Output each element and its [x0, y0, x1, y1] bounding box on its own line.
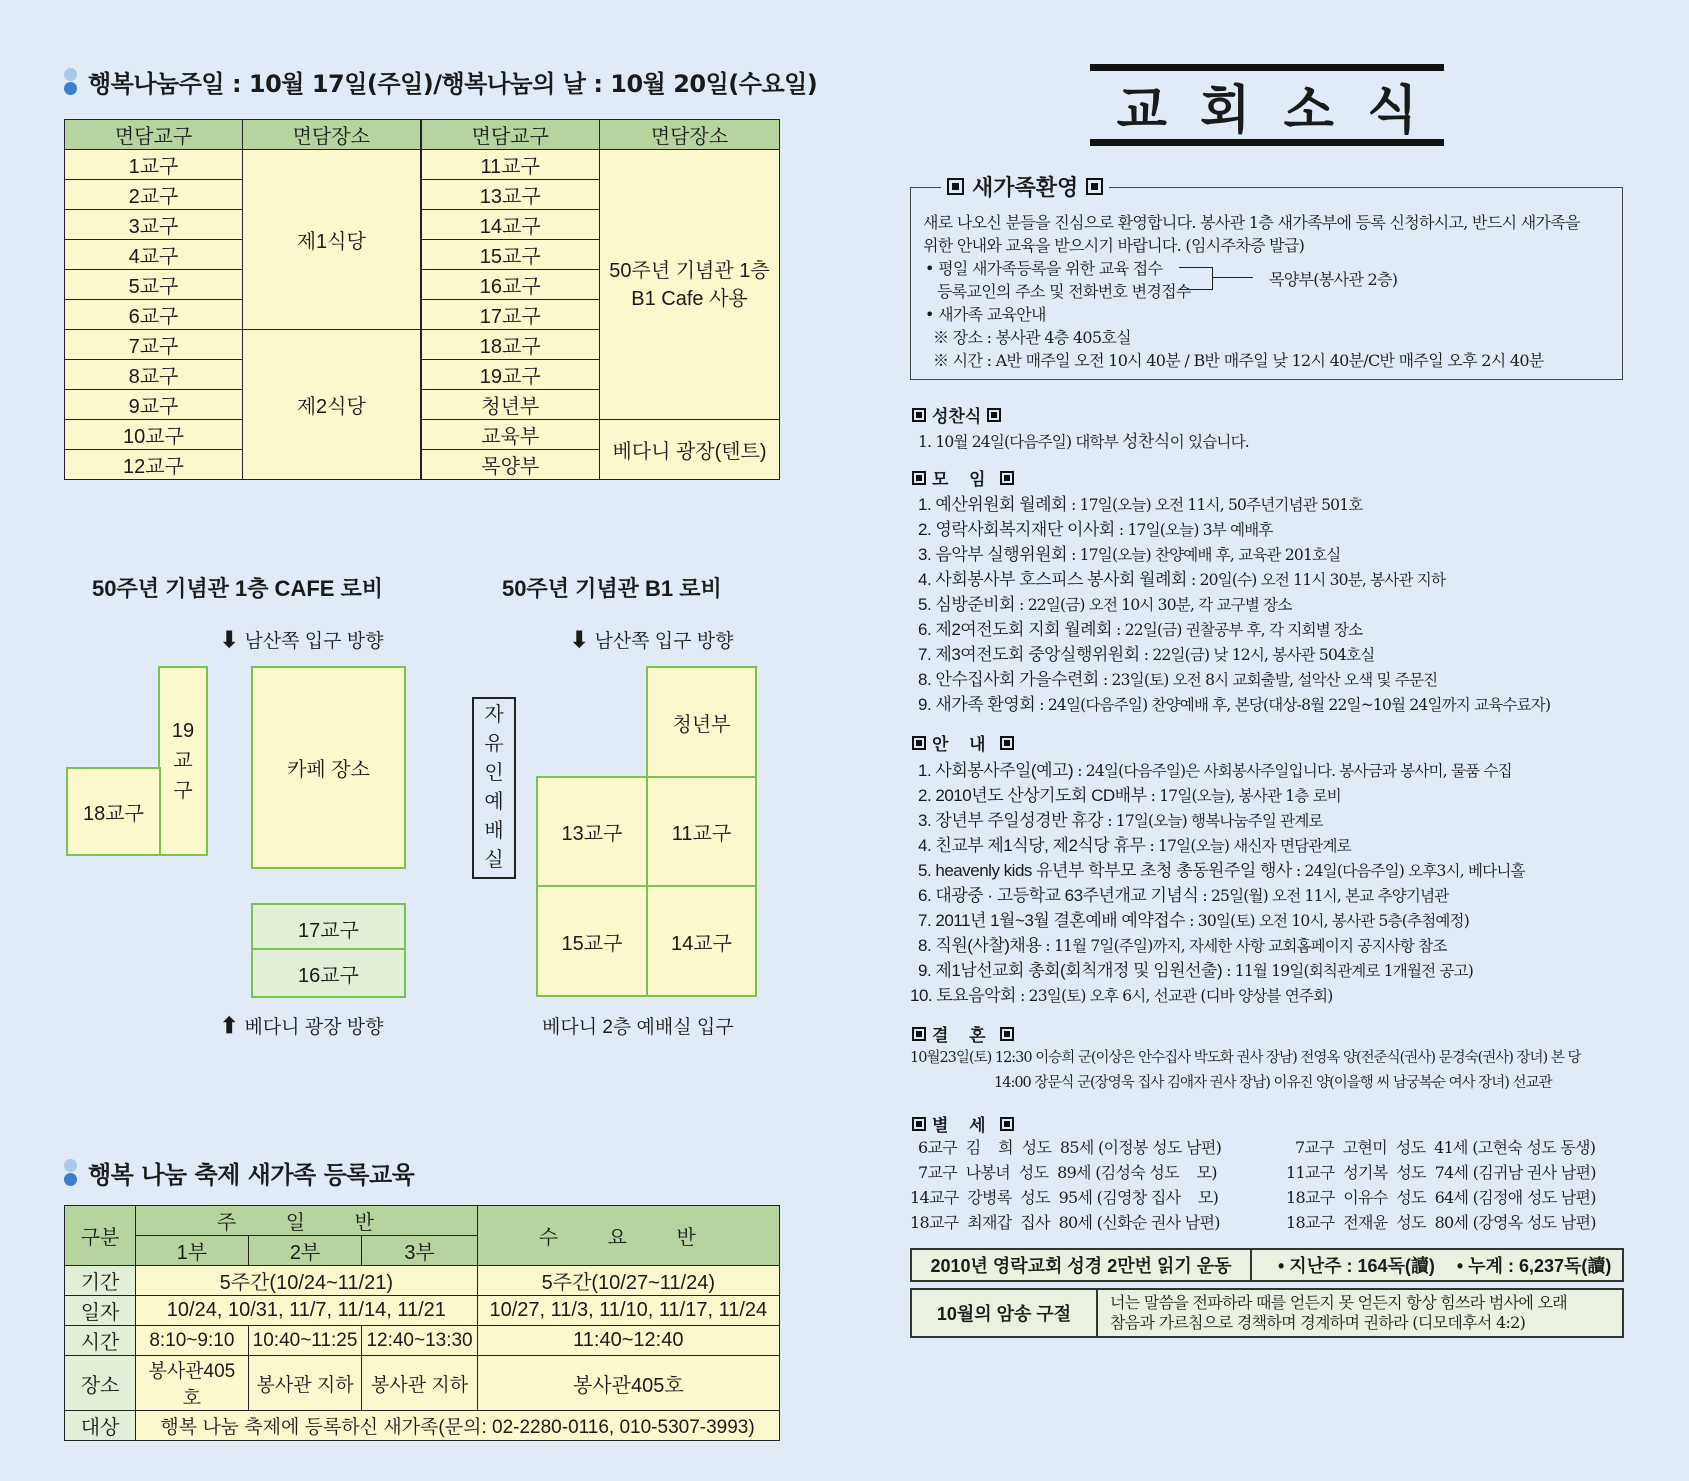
direction-text: 남산쪽 입구 방향 [594, 631, 734, 652]
title-char: 회 [1200, 80, 1251, 141]
meeting-item [918, 590, 1292, 615]
square-bullet-icon [1000, 1117, 1014, 1131]
char: 유 [484, 733, 504, 755]
row-label: 기간 [65, 1266, 136, 1296]
row-label: 일자 [65, 1296, 136, 1326]
item-head: 4. 친교부 제1식당, 제2식당 휴무 [918, 836, 1146, 855]
notice-item [918, 931, 1447, 956]
char: 인 [484, 762, 504, 784]
district-cell: 7교구 [65, 330, 243, 360]
square-bullet-icon [912, 1027, 926, 1041]
item-head: 10. 토요음악회 [910, 986, 1016, 1005]
death-entry: 6교구 김 희 성도 85세 (이정봉 성도 남편) [918, 1138, 1222, 1157]
item-tail: : 20일(수) 오전 11시 30분, 봉사관 지하 [1186, 571, 1446, 589]
welcome-legend [941, 171, 1109, 202]
box-label: 15교구 [561, 932, 623, 955]
item-tail: : 17일(오늘), 봉사관 1층 로비 [1146, 787, 1341, 805]
notice-item [918, 906, 1469, 931]
item-tail: : 24일(다음주일) 오후3시, 베다니홀 [1291, 862, 1525, 880]
item-head: 3. 음악부 실행위원회 [918, 545, 1067, 564]
notice-item [918, 856, 1525, 881]
bible-reading-label: 2010년 영락교회 성경 2만번 읽기 운동 [912, 1250, 1252, 1280]
item-tail: : 22일(금) 낮 12시, 봉사관 504호실 [1139, 646, 1375, 664]
item-head: 1. 예산위원회 월례회 [918, 495, 1067, 514]
item-head: 1. 10월 24일(다음주일) 대학부 [918, 433, 1122, 451]
memory-verse-text [1098, 1293, 1567, 1333]
item-head: 5. heavenly kids 유년부 학부모 초청 총동원주일 행사 [918, 861, 1292, 880]
item-tail: : 11월 7일(주일)까지, 자세한 사항 교회홈페이지 공지사항 참조 [1041, 937, 1447, 955]
item-tail: : 23일(토) 오전 8시 교회출발, 설악산 오색 및 주문진 [1098, 671, 1438, 689]
char: 교 [173, 750, 193, 772]
item-tail: : 24일(다음주일) 찬양예배 후, 본당(대상-8월 22일~10월 24일까지 교육수료자) [1035, 696, 1551, 714]
district-16-box [251, 948, 406, 998]
district-11-box [646, 776, 757, 887]
item-tail: : 24일(다음주일)은 사회봉사주일입니다. 봉사금과 봉사미, 물품 수집 [1073, 762, 1512, 780]
header-part-2: 2부 [248, 1236, 362, 1266]
meeting-item [918, 515, 1273, 540]
notice-item [918, 756, 1512, 781]
square-bullet-icon [912, 408, 926, 422]
char: 예 [484, 791, 504, 813]
time-wednesday: 11:40~12:40 [477, 1326, 779, 1356]
period-wednesday: 5주간(10/27~11/24) [477, 1266, 779, 1296]
direction-text: 베다니 광장 방향 [244, 1017, 384, 1038]
deaths-heading [912, 1111, 1014, 1136]
communion-item [918, 427, 1249, 452]
box-label: 11교구 [671, 823, 732, 845]
cafe-area-box [251, 666, 406, 869]
item-head: 4. 사회봉사부 호스피스 봉사회 월례회 [918, 570, 1187, 589]
interview-schedule-table [64, 119, 780, 480]
notice-item [918, 881, 1448, 906]
title-char: 교 [1116, 80, 1167, 141]
place-cell: 제1식당 [243, 150, 421, 330]
wedding-line: 10월23일(토) 12:30 이승희 군(이상은 안수집사 박도화 권사 장남) 전영옥 양(전준식(권사) 문경숙(권사) 장녀) 본 당 [910, 1050, 1581, 1066]
item-tail: : 17일(오늘) 오전 11시, 50주년기념관 501호 [1067, 496, 1363, 514]
verse-line: 참음과 가르침으로 경책하며 경계하며 권하라 (디모데후서 4:2) [1110, 1313, 1526, 1332]
district-cell: 11교구 [421, 150, 600, 180]
welcome-bullet: • 새가족 교육안내 [925, 305, 1046, 324]
header-place: 면담장소 [600, 120, 780, 150]
item-tail: : 25일(월) 오전 11시, 본교 추양기념관 [1198, 887, 1449, 905]
district-cell: 13교구 [421, 180, 600, 210]
char: 구 [173, 780, 193, 802]
item-tail: : 22일(금) 권찰공부 후, 각 지회별 장소 [1112, 621, 1363, 639]
death-entry: 7교구 고현미 성도 41세 (고현숙 성도 동생) [1295, 1138, 1596, 1157]
square-bullet-icon [1000, 1027, 1014, 1041]
header-district: 면담교구 [65, 120, 243, 150]
meeting-item [918, 490, 1362, 515]
death-entry: 14교구 강병록 성도 95세 (김영창 집사 모) [910, 1188, 1219, 1207]
meeting-item [918, 640, 1374, 665]
section-title: 행복나눔주일 : 10월 17일(주일)/행복나눔의 날 : 10월 20일(수요일) [88, 70, 818, 98]
time-part-1: 8:10~9:10 [136, 1326, 249, 1356]
item-bold: 성찬식 [1122, 432, 1170, 451]
district-cell: 14교구 [421, 210, 600, 240]
box-label: 14교구 [671, 932, 732, 955]
time-part-3: 12:40~13:30 [362, 1326, 477, 1356]
church-news-title [1090, 64, 1444, 146]
header-district: 면담교구 [421, 120, 600, 150]
memory-verse-label: 10월의 암송 구절 [912, 1290, 1098, 1336]
box-label: 16교구 [298, 964, 359, 987]
item-head: 9. 제1남선교회 총회(회칙개정 및 임원선출) [918, 961, 1223, 980]
bible-reading-box [910, 1248, 1624, 1282]
welcome-place: ※ 장소 : 봉사관 4층 405호실 [933, 328, 1131, 347]
meeting-item [918, 665, 1437, 690]
square-bullet-icon [947, 178, 964, 195]
district-cell: 청년부 [421, 390, 600, 420]
item-tail: : 22일(금) 오전 10시 30분, 각 교구별 장소 [1015, 596, 1292, 614]
heading-text: 성찬식 [932, 407, 982, 426]
weddings-heading [912, 1021, 1014, 1046]
bottom-direction-label [220, 1012, 383, 1039]
item-head: 5. 심방준비회 [918, 595, 1016, 614]
welcome-bullet: • 평일 새가족등록을 위한 교육 접수 [925, 259, 1163, 278]
bible-reading-last-week: • 지난주 : 164독(讀) [1278, 1256, 1435, 1276]
district-15-box [536, 885, 648, 997]
heading-text: 별 세 [932, 1116, 994, 1135]
district-cell: 16교구 [421, 270, 600, 300]
district-19-box [158, 666, 208, 856]
place-cell [600, 150, 780, 420]
bullet-dots-icon [64, 1158, 78, 1188]
heading-text: 안 내 [932, 735, 994, 754]
dates-sunday: 10/24, 10/31, 11/7, 11/14, 11/21 [136, 1296, 478, 1326]
heading-text: 모 임 [932, 470, 994, 489]
square-bullet-icon [912, 1117, 926, 1131]
title-char: 식 [1367, 80, 1418, 141]
item-head: 2. 영락사회복지재단 이사회 [918, 520, 1115, 539]
bracket-line [1179, 267, 1213, 290]
direction-text: 남산쪽 입구 방향 [244, 631, 384, 652]
place-part-2: 봉사관 지하 [248, 1356, 362, 1411]
section-heading-registration [64, 1155, 414, 1190]
verse-line: 너는 말씀을 전파하라 때를 얻든지 못 얻든지 항상 힘쓰라 범사에 오래 [1110, 1293, 1568, 1312]
notice-item [918, 831, 1351, 856]
header-place: 면담장소 [243, 120, 421, 150]
district-cell: 4교구 [65, 240, 243, 270]
arrow-up-icon: ⬆ [220, 1012, 239, 1038]
box-label: 18교구 [83, 803, 144, 825]
district-cell: 17교구 [421, 300, 600, 330]
meeting-item [918, 690, 1550, 715]
section-title: 행복 나눔 축제 새가족 등록교육 [88, 1161, 415, 1189]
title-char: 소 [1283, 80, 1334, 141]
square-bullet-icon [1000, 736, 1014, 750]
header-part-3: 3부 [362, 1236, 477, 1266]
memory-verse-box [910, 1288, 1624, 1338]
section-heading-happiness-sunday [64, 64, 817, 99]
header-wednesday-class: 수 요 반 [477, 1206, 779, 1266]
item-head: 3. 장년부 주일성경반 휴강 [918, 811, 1104, 830]
item-head: 6. 제2여전도회 지회 월례회 [918, 620, 1113, 639]
header-part-1: 1부 [136, 1236, 249, 1266]
welcome-title: 새가족환영 [972, 176, 1079, 201]
box-label: 카페 장소 [287, 759, 370, 781]
item-head: 1. 사회봉사주일(예고) [918, 761, 1074, 780]
item-head: 7. 제3여전도회 중앙실행위원회 [918, 645, 1140, 664]
district-17-box [251, 903, 406, 953]
item-head: 6. 대광중 · 고등학교 63주년개교 기념식 [918, 886, 1199, 905]
top-direction-label [570, 626, 733, 653]
item-tail: 이 있습니다. [1169, 433, 1249, 451]
place-wednesday: 봉사관405호 [477, 1356, 779, 1411]
item-tail: : 17일(오늘) 3부 예배후 [1114, 521, 1273, 539]
item-tail: : 17일(오늘) 찬양예배 후, 교육관 201호실 [1067, 546, 1341, 564]
meeting-item [918, 565, 1445, 590]
welcome-text: 위한 안내와 교육을 받으시기 바랍니다. (임시주차증 발급) [923, 236, 1305, 255]
death-entry: 7교구 나봉녀 성도 89세 (김성숙 성도 모) [918, 1163, 1217, 1182]
box-label: 청년부 [672, 713, 731, 736]
welcome-time: ※ 시간 : A반 매주일 오전 10시 40분 / B반 매주일 낮 12시 40분/C반 매주일 오후 2시 40분 [933, 351, 1544, 370]
square-bullet-icon [912, 736, 926, 750]
district-cell: 5교구 [65, 270, 243, 300]
district-cell: 2교구 [65, 180, 243, 210]
meeting-item [918, 615, 1362, 640]
char: 자 [484, 704, 504, 726]
notices-heading [912, 730, 1014, 755]
district-cell: 19교구 [421, 360, 600, 390]
square-bullet-icon [1000, 471, 1014, 485]
death-entry: 18교구 전재윤 성도 80세 (강영옥 성도 남편) [1286, 1213, 1596, 1232]
district-cell: 3교구 [65, 210, 243, 240]
item-head: 7. 2011년 1월~3월 결혼예배 예약접수 [918, 911, 1186, 930]
header-division: 구분 [65, 1206, 136, 1266]
item-tail: : 11월 19일(회칙관계로 1개월전 공고) [1222, 962, 1474, 980]
notice-item [918, 956, 1473, 981]
header-sunday-class: 주 일 반 [136, 1206, 478, 1236]
district-18-box [66, 767, 161, 856]
item-tail: : 17일(오늘) 새신자 면담관계로 [1145, 837, 1351, 855]
item-head: 8. 직원(사찰)채용 [918, 936, 1042, 955]
death-entry: 18교구 이유수 성도 64세 (김정애 성도 남편) [1286, 1188, 1596, 1207]
arrow-down-icon: ⬇ [570, 626, 589, 652]
place-cell: 베다니 광장(텐트) [600, 420, 780, 480]
place-part-1: 봉사관405호 [136, 1356, 249, 1411]
district-14-box [646, 885, 757, 997]
row-label: 대상 [65, 1411, 136, 1441]
time-part-2: 10:40~11:25 [248, 1326, 362, 1356]
place-cell: 제2식당 [243, 330, 421, 480]
item-tail: : 30일(토) 오전 10시, 봉사관 5층(추첨예정) [1185, 912, 1469, 930]
plan-title-cafe: 50주년 기념관 1층 CAFE 로비 [92, 576, 384, 601]
square-bullet-icon [987, 408, 1001, 422]
notice-item [918, 806, 1323, 831]
char: 배 [484, 820, 504, 842]
item-head: 8. 안수집사회 가을수련회 [918, 670, 1099, 689]
dates-wednesday: 10/27, 11/3, 11/10, 11/17, 11/24 [477, 1296, 779, 1326]
new-family-welcome-box [910, 176, 1623, 380]
welcome-text: 새로 나오신 분들을 진심으로 환영합니다. 봉사관 1층 새가족부에 등록 신청하시고, 반드시 새가족을 [923, 213, 1580, 232]
district-cell: 18교구 [421, 330, 600, 360]
item-head: 2. 2010년도 산상기도회 CD배부 [918, 786, 1147, 805]
welcome-bullet: 등록교인의 주소 및 전화번호 변경접수 [937, 282, 1191, 301]
place-text: 50주년 기념관 1층 B1 Cafe 사용 [609, 259, 770, 310]
item-head: 9. 새가족 환영회 [918, 695, 1036, 714]
heading-text: 결 혼 [932, 1026, 994, 1045]
row-label: 장소 [65, 1356, 136, 1411]
char: 실 [484, 849, 504, 871]
top-direction-label [220, 626, 383, 653]
row-label: 시간 [65, 1326, 136, 1356]
district-cell: 1교구 [65, 150, 243, 180]
bible-reading-total: • 누계 : 6,237독(讀) [1456, 1256, 1612, 1276]
meeting-item [918, 540, 1340, 565]
meetings-heading [912, 465, 1014, 490]
district-cell: 6교구 [65, 300, 243, 330]
district-cell: 9교구 [65, 390, 243, 420]
plan-title-b1: 50주년 기념관 B1 로비 [502, 576, 722, 601]
district-cell: 12교구 [65, 450, 243, 480]
district-13-box [536, 776, 648, 887]
item-tail: : 17일(오늘) 행복나눔주일 관계로 [1103, 812, 1323, 830]
bullet-dots-icon [64, 67, 78, 97]
wedding-line: 14:00 장문식 군(장영욱 집사 김애자 권사 장남) 이유진 양(이을행 씨 남궁복순 여사 장녀) 선교관 [994, 1075, 1552, 1091]
free-worship-room-box [472, 697, 516, 879]
target-cell: 행복 나눔 축제에 등록하신 새가족(문의: 02-2280-0116, 010-5307-3993) [136, 1411, 780, 1441]
district-cell: 교육부 [421, 420, 600, 450]
direction-text: 베다니 2층 예배실 입구 [542, 1017, 734, 1038]
square-bullet-icon [912, 471, 926, 485]
bottom-direction-label [542, 1012, 734, 1039]
square-bullet-icon [1086, 178, 1103, 195]
period-sunday: 5주간(10/24~11/21) [136, 1266, 478, 1296]
item-tail: : 23일(토) 오후 6시, 선교관 (디바 양상블 연주회) [1015, 987, 1333, 1005]
district-cell: 8교구 [65, 360, 243, 390]
notice-item [918, 781, 1341, 806]
registration-education-table [64, 1205, 780, 1441]
communion-heading [912, 402, 1001, 427]
bracket-label: 목양부(봉사관 2층) [1269, 270, 1398, 289]
youth-dept-box [646, 666, 757, 778]
death-entry: 18교구 최재갑 집사 80세 (신화순 권사 남편) [910, 1213, 1220, 1232]
box-label: 13교구 [561, 823, 623, 845]
arrow-down-icon: ⬇ [220, 626, 239, 652]
district-cell: 10교구 [65, 420, 243, 450]
bracket-connector [1213, 277, 1253, 278]
notice-item [910, 981, 1332, 1006]
box-label: 17교구 [298, 919, 359, 942]
district-cell: 목양부 [421, 450, 600, 480]
death-entry: 11교구 성기복 성도 74세 (김귀남 권사 남편) [1286, 1163, 1596, 1182]
district-cell: 15교구 [421, 240, 600, 270]
place-part-3: 봉사관 지하 [362, 1356, 477, 1411]
char: 19 [171, 720, 195, 742]
